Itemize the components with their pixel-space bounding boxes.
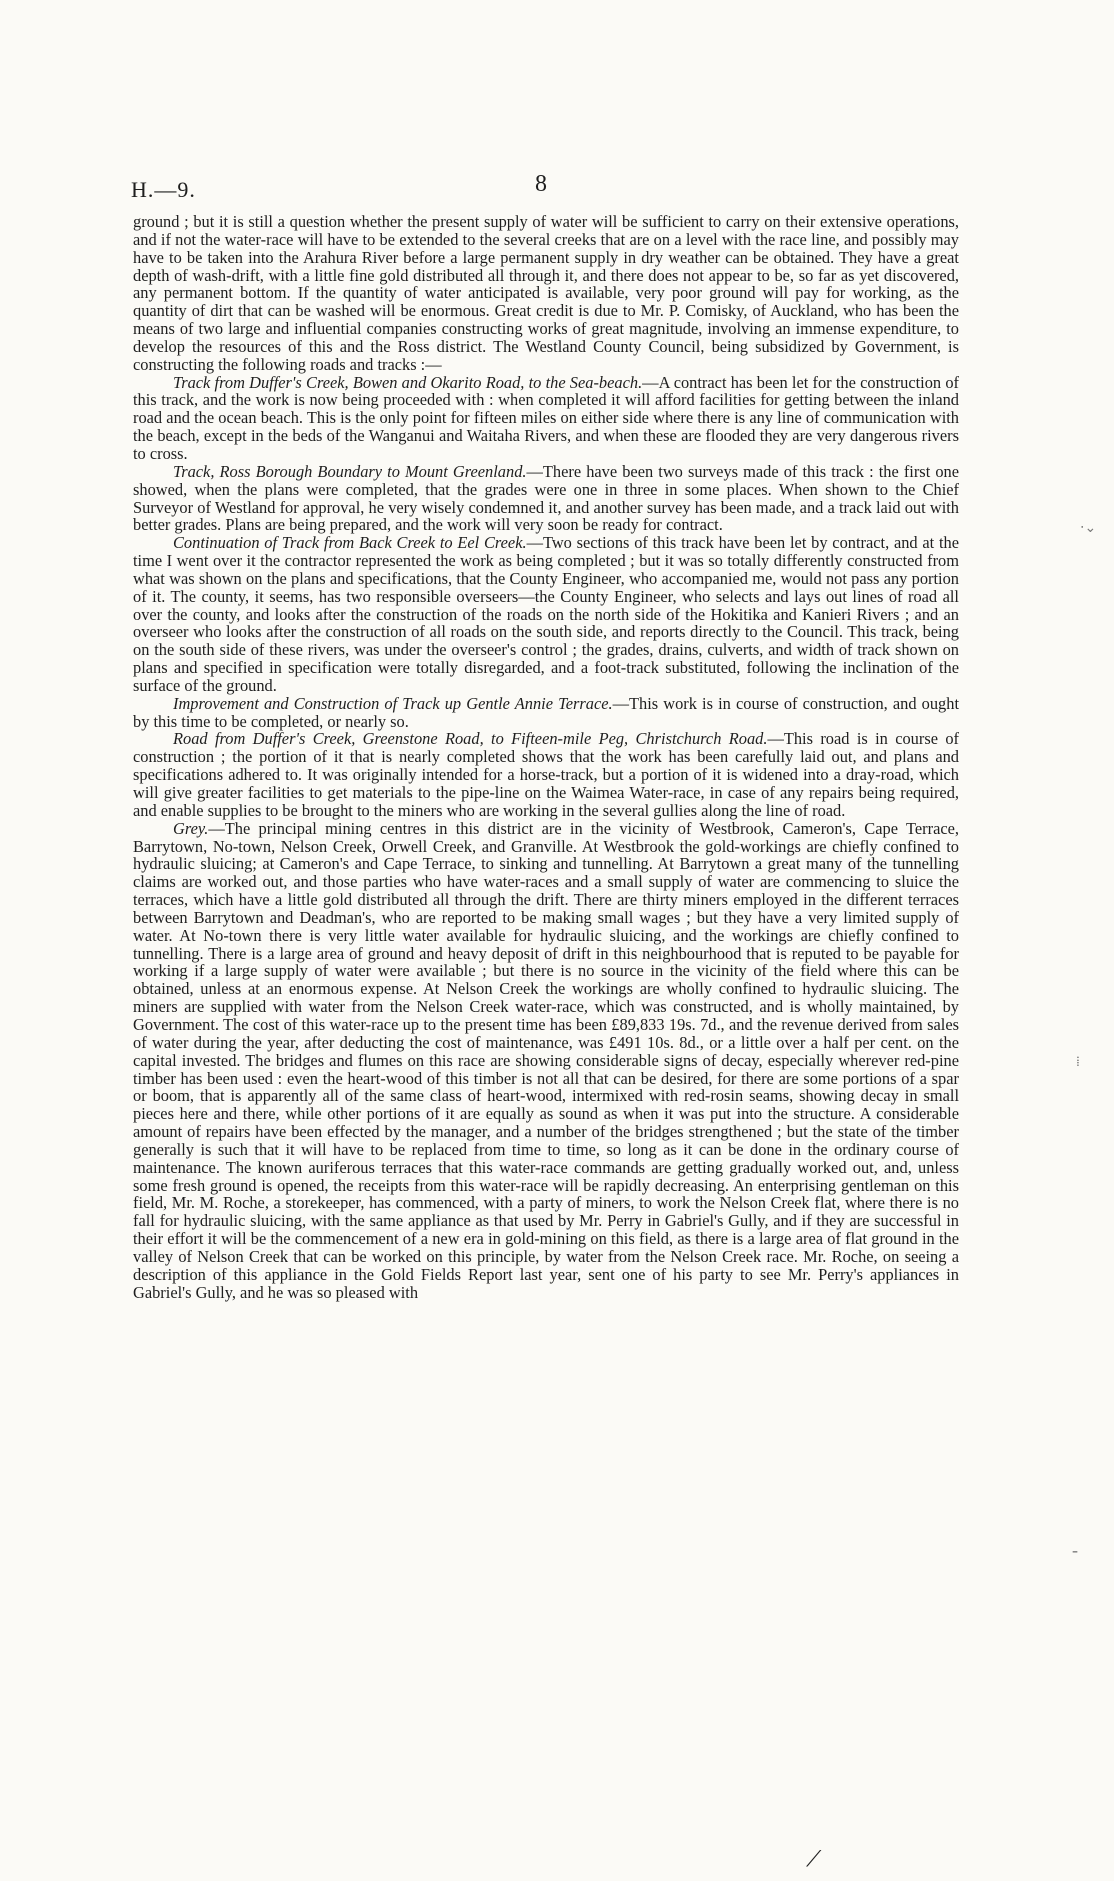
paragraph-ross-borough-track (133, 463, 959, 534)
paragraph-text: —This work is in course of construction, and ought by this time to be completed, or nearly so. (133, 693, 959, 731)
margin-mark-low: ‑ (1072, 1540, 1078, 1560)
paragraph-gentle-annie-track (133, 695, 959, 731)
paragraph-text: —Two sections of this track have been let by contract, and at the time I went over it the contractor represented the work as being completed ; but it was so totally differently constructed from what was shown on the plans and specifications, that the County Engineer, who accompanied me, would not pass any portion of it. The county, it seems, has two responsible overseers—the County Engineer, who selects and lays out lines of road all over the county, and looks after the construction of the roads on the north side of the Hokitika and Kanieri Rivers ; and an overseer who looks after the construction of all roads on the south side, and reports directly to the Council. This track, being on the south side of these rivers, was under the overseer's control ; the grades, drains, culverts, and width of track shown on plans and specified in specification were totally disregarded, and a foot-track substituted, following the inclination of the surface of the ground. (133, 533, 959, 695)
paragraph-heading: Track from Duffer's Creek, Bowen and Okarito Road, to the Sea-beach. (173, 372, 643, 392)
page-number: 8 (535, 171, 547, 197)
margin-mark-top: ‧⌄ (1080, 521, 1097, 536)
bottom-mark: ⟋ (806, 1846, 822, 1871)
paragraph-heading: Continuation of Track from Back Creek to Eel Creek. (173, 533, 527, 553)
paragraph-text: —The principal mining centres in this district are in the vicinity of Westbrook, Cameron's, Cape Terrace, Barrytown, No-town, Nelson Creek, Orwell Creek, and Granville. At Westbrook the gold-workings are chiefly confined to hydraulic sluicing; at Cameron's and Cape Terrace, to sinking and tunnelling. At Barrytown a great many of the tunnelling claims are worked out, and those parties who have water-races and a small supply of water are commencing to sluice the terraces, which have a little gold distributed all through the drift. There are thirty miners employed in the different terraces between Barrytown and Deadman's, who are reported to be making small wages ; but they have a very limited supply of water. At No-town there is very little water available for hydraulic sluicing, and the workings are chiefly confined to tunnelling. There is a large area of ground and heavy deposit of drift in this neighbourhood that is reputed to be payable for working if a large supply of water were available ; but there is no source in the vicinity of the field where this can be obtained, unless at an enormous expense. At Nelson Creek the workings are wholly confined to hydraulic sluicing. The miners are supplied with water from the Nelson Creek water-race, which was constructed, and is wholly maintained, by Government. The cost of this water-race up to the present time has been £89,833 19s. 7d., and the revenue derived from sales of water during the year, after deducting the cost of maintenance, was £491 10s. 8d., or a little over a half per cent. on the capital invested. The bridges and flumes on this race are showing considerable signs of decay, especially wherever red-pine timber has been used : even the heart-wood of this timber is not all that can be desired, for there are some portions of a spar or boom, that is apparently all of the same class of heart-wood, intermixed with red-rosin seams, showing decay in small pieces here and there, while other portions of it are equally as sound as when it was put into the structure. A considerable amount of repairs have been effected by the manager, and a number of the bridges strengthened ; but the state of the timber generally is such that it will have to be replaced from time to time, so long as it can be done in the ordinary course of maintenance. The known auriferous terraces that this water-race commands are getting gradually worked out, and, unless some fresh ground is opened, the receipts from this water-race will be rapidly decreasing. An enterprising gentleman on this field, Mr. M. Roche, a storekeeper, has commenced, with a party of miners, to work the Nelson Creek flat, where there is no fall for hydraulic sluicing, with the same appliance as that used by Mr. Perry in Gabriel's Gully, and if they are successful in their effort it will be the commencement of a new era in gold-mining on this field, as there is a large area of flat ground in the valley of Nelson Creek that can be worked on this principle, by water from the Nelson Creek race. Mr. Roche, on seeing a description of this appliance in the Gold Fields Report last year, sent one of his party to see Mr. Perry's appliances in Gabriel's Gully, and he was so pleased with (133, 818, 959, 1302)
paragraph-text: —A contract has been let for the construction of this track, and the work is now being proceeded with : when completed it will afford facilities for getting between the inland road and the ocean beach. This is the only point for fifteen miles on either side where there is any line of communication with the beach, except in the beds of the Wanganui and Waitaha Rivers, and when these are flooded they are very dangerous rivers to cross. (133, 372, 959, 463)
paragraph-heading: Grey. (173, 818, 209, 838)
paragraph-duffers-creek-track (133, 374, 959, 463)
paragraph-heading: Road from Duffer's Creek, Greenstone Road, to Fifteen-mile Peg, Christchurch Road. (173, 729, 768, 749)
paragraph-intro (133, 213, 959, 374)
body-text (133, 213, 959, 1301)
paragraph-text: —There have been two surveys made of this track : the first one showed, when the plans were completed, that the grades were one in three in some places. When shown to the Chief Surveyor of Westland for approval, he very wisely condemned it, and another survey has been made, and a track laid out with better grades. Plans are being prepared, and the work will very soon be ready for contract. (133, 461, 960, 535)
paragraph-back-creek-track (133, 534, 959, 695)
paragraph-heading: Track, Ross Borough Boundary to Mount Greenland. (173, 461, 527, 481)
paragraph-grey-district (133, 820, 959, 1302)
paragraph-greenstone-road (133, 730, 959, 819)
margin-mark-middle: ⁞ (1076, 1055, 1080, 1070)
paragraph-heading: Improvement and Construction of Track up Gentle Annie Terrace. (173, 693, 613, 713)
paragraph-text: ground ; but it is still a question whether the present supply of water will be sufficient to carry on their extensive operations, and if not the water-race will have to be extended to the several creeks that are on a level with the race line, and possibly may have to be taken into the Arahura River before a large permanent supply in dry weather can be obtained. They have a great depth of wash-drift, with a little fine gold distributed all through it, and there does not appear to be, so far as yet discovered, any permanent bottom. If the quantity of water anticipated is available, very poor ground will pay for working, as the quantity of dirt that can be washed will be enormous. Great credit is due to Mr. P. Comisky, of Auckland, who has been the means of two large and influential companies constructing works of great magnitude, involving an immense expenditure, to develop the resources of this and the Ross district. The Westland County Council, being subsidized by Government, is constructing the following roads and tracks :— (133, 212, 959, 374)
paragraph-text: —This road is in course of construction ; the portion of it that is nearly completed shows that the work has been carefully laid out, and plans and specifications adhered to. It was originally intended for a horse-track, but a portion of it is widened into a dray-road, which will give greater facilities to get materials to the pipe-line on the Waimea Water-race, in case of any repairs being required, and enable supplies to be brought to the miners who are working in the several gullies along the line of road. (133, 729, 959, 820)
document-reference: H.—9. (131, 177, 196, 202)
